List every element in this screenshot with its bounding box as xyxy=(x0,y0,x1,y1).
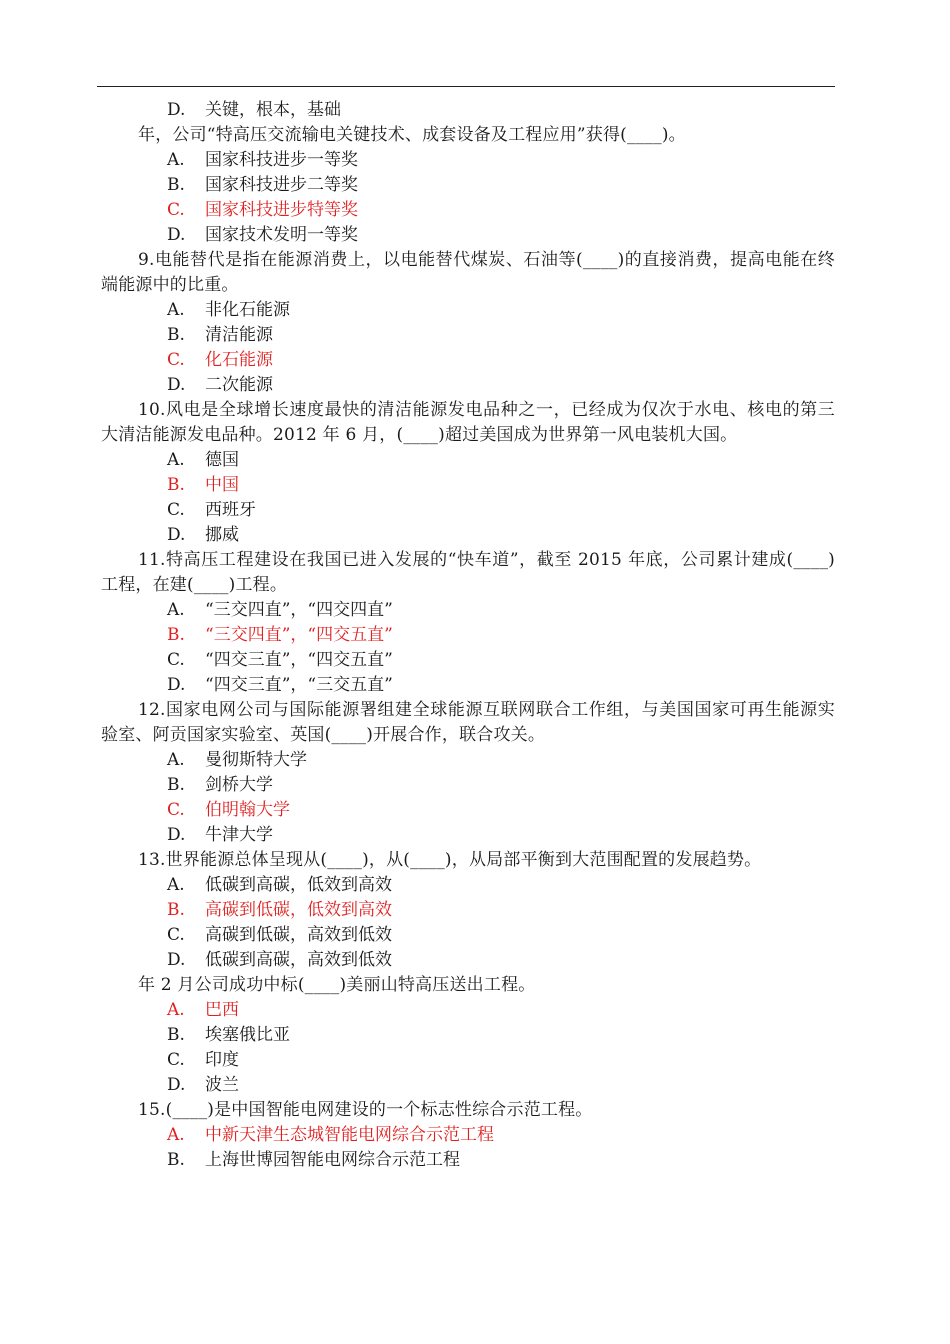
question-stem: 13.世界能源总体呈现从(____)，从(____)，从局部平衡到大范围配置的发展趋势。 xyxy=(138,850,762,870)
option-letter: D. xyxy=(167,225,186,245)
option-letter: C. xyxy=(167,200,185,220)
option-text: 非化石能源 xyxy=(205,300,290,320)
option-letter: A. xyxy=(167,300,185,320)
answer-option xyxy=(101,1023,835,1048)
option-text: 波兰 xyxy=(205,1075,239,1095)
option-text: 化石能源 xyxy=(205,350,273,370)
option-text: 巴西 xyxy=(205,1000,239,1020)
option-text: 牛津大学 xyxy=(205,825,273,845)
question-stem: 年 2 月公司成功中标(____)美丽山特高压送出工程。 xyxy=(138,975,536,995)
option-letter: B. xyxy=(167,475,185,495)
option-letter: B. xyxy=(167,325,185,345)
question-stem: 9.电能替代是指在能源消费上，以电能替代煤炭、石油等(____)的直接消费，提高电能在终端能源中的比重。 xyxy=(101,250,835,295)
option-letter: A. xyxy=(167,1000,185,1020)
option-letter: A. xyxy=(167,750,185,770)
option-letter: D. xyxy=(167,675,186,695)
answer-option xyxy=(101,1048,835,1073)
answer-option xyxy=(101,1073,835,1098)
option-text: 曼彻斯特大学 xyxy=(205,750,307,770)
answer-option xyxy=(101,1148,835,1173)
answer-option xyxy=(101,873,835,898)
option-text: 关键，根本，基础 xyxy=(205,100,341,120)
option-text: 国家科技进步特等奖 xyxy=(205,200,358,220)
option-letter: D. xyxy=(167,375,186,395)
option-letter: D. xyxy=(167,825,186,845)
option-text: “三交四直”，“四交五直” xyxy=(205,625,393,645)
answer-option xyxy=(101,223,835,248)
question-stem: 11.特高压工程建设在我国已进入发展的“快车道”，截至 2015 年底，公司累计建成(____)工程，在建(____)工程。 xyxy=(101,550,835,595)
answer-option-correct xyxy=(101,473,835,498)
option-text: “三交四直”，“四交四直” xyxy=(205,600,393,620)
option-letter: C. xyxy=(167,1050,185,1070)
option-text: 高碳到低碳，高效到低效 xyxy=(205,925,392,945)
option-letter: A. xyxy=(167,1125,185,1145)
answer-option xyxy=(101,948,835,973)
option-letter: C. xyxy=(167,500,185,520)
option-text: 低碳到高碳，低效到高效 xyxy=(205,875,392,895)
option-text: 伯明翰大学 xyxy=(205,800,290,820)
option-letter: B. xyxy=(167,625,185,645)
option-letter: B. xyxy=(167,175,185,195)
option-letter: A. xyxy=(167,875,185,895)
option-text: 高碳到低碳，低效到高效 xyxy=(205,900,392,920)
option-text: 挪威 xyxy=(205,525,239,545)
option-text: 埃塞俄比亚 xyxy=(205,1025,290,1045)
answer-option xyxy=(101,773,835,798)
answer-option xyxy=(101,448,835,473)
answer-option-correct xyxy=(101,198,835,223)
option-letter: B. xyxy=(167,775,185,795)
option-letter: B. xyxy=(167,900,185,920)
answer-option xyxy=(101,323,835,348)
option-letter: D. xyxy=(167,1075,186,1095)
option-text: 德国 xyxy=(205,450,239,470)
option-text: 西班牙 xyxy=(205,500,256,520)
answer-option xyxy=(101,648,835,673)
option-letter: C. xyxy=(167,350,185,370)
option-letter: C. xyxy=(167,800,185,820)
option-letter: C. xyxy=(167,925,185,945)
option-letter: B. xyxy=(167,1025,185,1045)
answer-option xyxy=(101,823,835,848)
answer-option xyxy=(101,148,835,173)
option-letter: D. xyxy=(167,100,186,120)
question-stem: 15.(____)是中国智能电网建设的一个标志性综合示范工程。 xyxy=(138,1100,593,1120)
answer-option-correct xyxy=(101,348,835,373)
answer-option xyxy=(101,748,835,773)
answer-option xyxy=(101,498,835,523)
option-text: 低碳到高碳，高效到低效 xyxy=(205,950,392,970)
option-text: 剑桥大学 xyxy=(205,775,273,795)
option-letter: D. xyxy=(167,525,186,545)
option-letter: D. xyxy=(167,950,186,970)
option-text: 印度 xyxy=(205,1050,239,1070)
question-list xyxy=(101,98,835,1173)
answer-option-correct xyxy=(101,798,835,823)
question-stem: 10.风电是全球增长速度最快的清洁能源发电品种之一，已经成为仅次于水电、核电的第三大清洁能源发电品种。2012 年 6 月，(____)超过美国成为世界第一风电装机大国。 xyxy=(101,400,835,445)
question-stem: 年，公司“特高压交流输电关键技术、成套设备及工程应用”获得(____)。 xyxy=(138,125,686,145)
answer-option xyxy=(101,523,835,548)
option-letter: A. xyxy=(167,450,185,470)
answer-option xyxy=(101,98,835,123)
header-rule xyxy=(97,86,835,87)
answer-option-correct xyxy=(101,998,835,1023)
option-text: 国家技术发明一等奖 xyxy=(205,225,358,245)
option-text: 国家科技进步二等奖 xyxy=(205,175,358,195)
option-letter: A. xyxy=(167,150,185,170)
option-letter: A. xyxy=(167,600,185,620)
answer-option-correct xyxy=(101,898,835,923)
answer-option-correct xyxy=(101,1123,835,1148)
answer-option xyxy=(101,923,835,948)
option-text: 二次能源 xyxy=(205,375,273,395)
option-letter: C. xyxy=(167,650,185,670)
option-text: “四交三直”，“三交五直” xyxy=(205,675,393,695)
option-letter: B. xyxy=(167,1150,185,1170)
option-text: 清洁能源 xyxy=(205,325,273,345)
option-text: 上海世博园智能电网综合示范工程 xyxy=(205,1150,460,1170)
answer-option xyxy=(101,298,835,323)
answer-option xyxy=(101,373,835,398)
option-text: 中新天津生态城智能电网综合示范工程 xyxy=(205,1125,494,1145)
option-text: 国家科技进步一等奖 xyxy=(205,150,358,170)
answer-option xyxy=(101,173,835,198)
answer-option xyxy=(101,598,835,623)
option-text: 中国 xyxy=(205,475,239,495)
question-stem: 12.国家电网公司与国际能源署组建全球能源互联网联合工作组，与美国国家可再生能源实验室、阿贡国家实验室、英国(____)开展合作，联合攻关。 xyxy=(101,700,835,745)
answer-option-correct xyxy=(101,623,835,648)
option-text: “四交三直”，“四交五直” xyxy=(205,650,393,670)
answer-option xyxy=(101,673,835,698)
